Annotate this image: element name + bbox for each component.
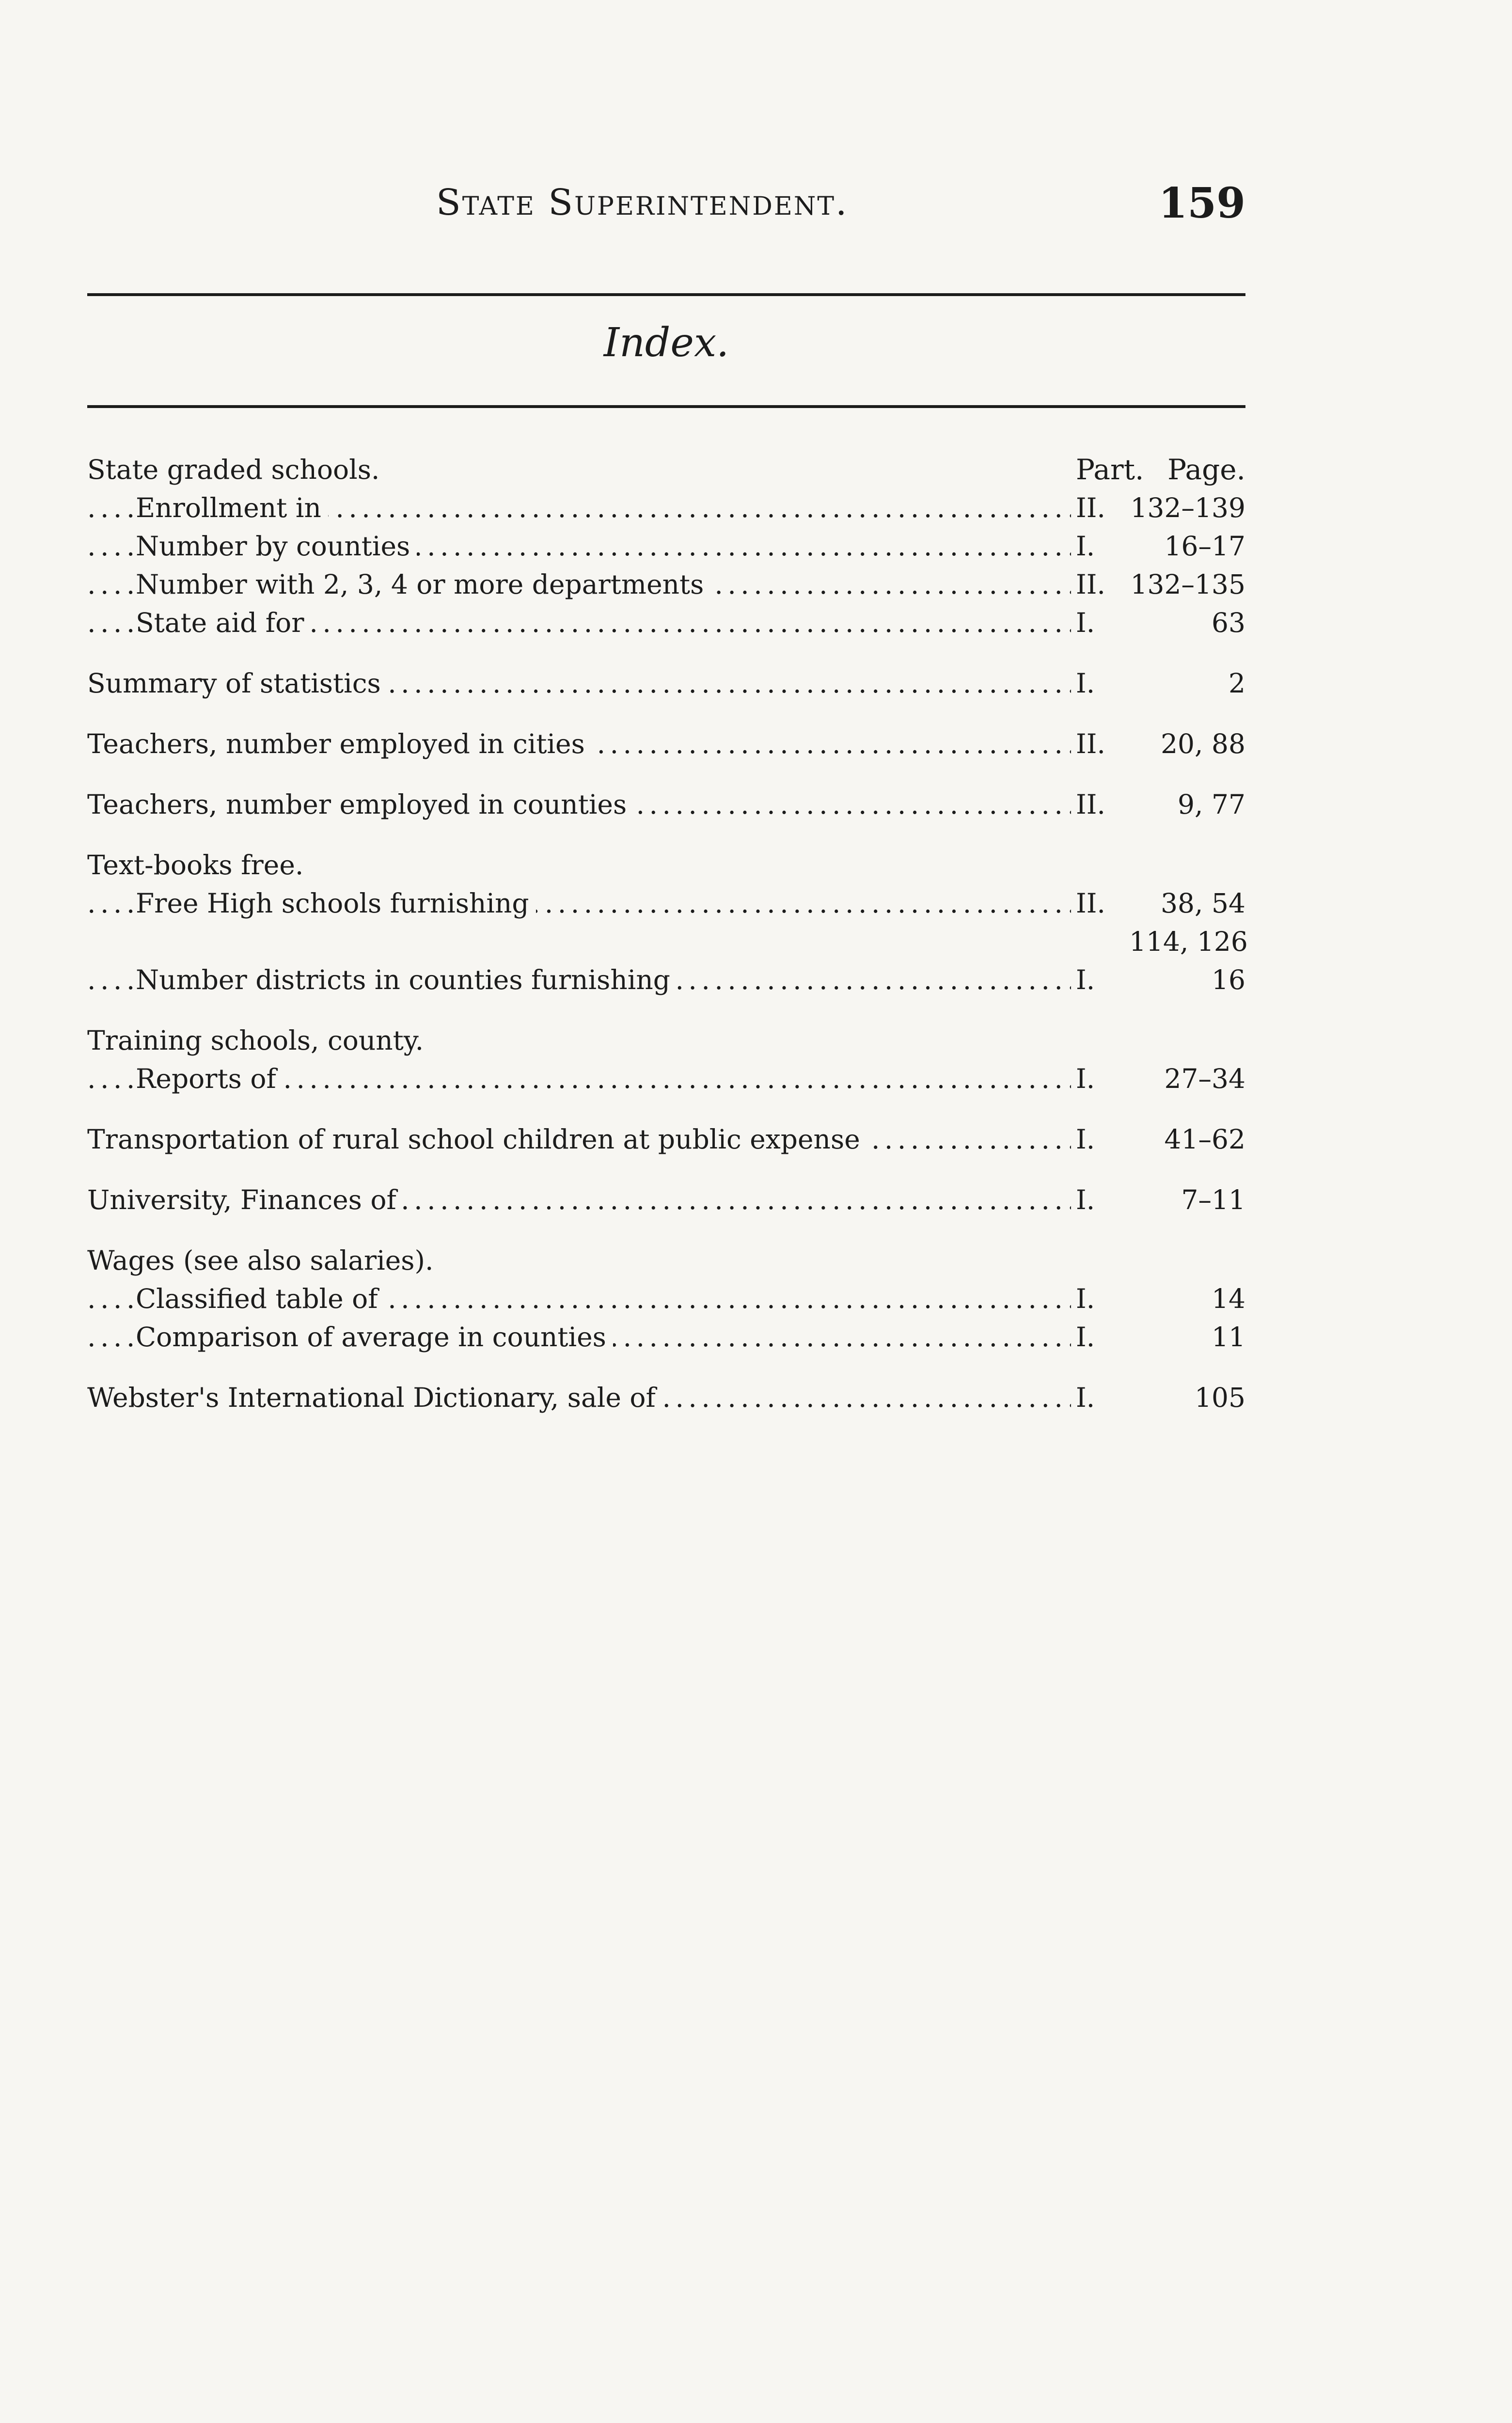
heading-text: Text-books free. (87, 850, 310, 881)
part-column-header: Part. (1071, 451, 1134, 489)
entry-label: Number with 2, 3, 4 or more departments (136, 569, 710, 600)
entry-part: II. (1071, 489, 1134, 527)
index-entry (87, 1120, 1245, 1159)
entry-page: 38, 54 (1161, 888, 1245, 919)
entry-page: 11 (1212, 1322, 1245, 1353)
index-entry (87, 1181, 1245, 1219)
entry-label: Comparison of average in counties (136, 1322, 613, 1353)
entry-part: I. (1071, 1280, 1134, 1318)
entry-page: 14 (1212, 1283, 1245, 1314)
page-column-header: Page. (1167, 453, 1245, 486)
entry-page: 105 (1195, 1382, 1245, 1413)
index-entry (87, 489, 1245, 527)
entry-label: Number districts in counties furnishing (136, 964, 677, 995)
entry-label: State aid for (136, 607, 311, 638)
entry-label: University, Finances of (87, 1184, 403, 1215)
entry-part: I. (1071, 664, 1134, 703)
index-entry (87, 1379, 1245, 1417)
entry-part: II. (1071, 884, 1134, 923)
entry-page: 9, 77 (1178, 789, 1245, 820)
index-entry-continuation (87, 923, 1248, 961)
entry-page: 2 (1228, 668, 1245, 699)
index-entry (87, 786, 1245, 824)
entry-page: 27–34 (1164, 1063, 1245, 1094)
entry-page-continued: 114, 126 (1129, 926, 1248, 957)
entry-label: Teachers, number employed in counties (87, 789, 633, 820)
index-entry (87, 1060, 1245, 1098)
entry-label: Classified table of (136, 1283, 385, 1314)
index-entry (87, 1280, 1245, 1318)
heading-text: Wages (see also salaries). (87, 1245, 440, 1276)
entry-page: 63 (1212, 607, 1245, 638)
entry-label: Number by counties (136, 531, 417, 562)
index-entry (87, 664, 1245, 703)
index-entry (87, 1318, 1245, 1356)
index-list (87, 451, 1248, 1417)
entry-label: Teachers, number employed in cities (87, 728, 592, 759)
heading-text: State graded schools. (87, 454, 386, 485)
entry-part: I. (1071, 527, 1134, 566)
index-entry (87, 566, 1245, 604)
entry-part: I. (1071, 1060, 1134, 1098)
entry-label: Enrollment in (136, 492, 328, 523)
entry-part: I. (1071, 1181, 1134, 1219)
entry-label: Free High schools furnishing (136, 888, 536, 919)
index-heading (87, 1242, 1245, 1280)
entry-page: 132–135 (1130, 569, 1245, 600)
document-page (87, 0, 1248, 2423)
entry-page: 16–17 (1164, 531, 1245, 562)
entry-part: I. (1071, 1318, 1134, 1356)
entry-page: 41–62 (1164, 1124, 1245, 1155)
entry-label: Webster's International Dictionary, sale of (87, 1382, 662, 1413)
entry-part: II. (1071, 786, 1134, 824)
entry-part: II. (1071, 725, 1134, 763)
index-entry (87, 961, 1245, 999)
index-heading (87, 1022, 1245, 1060)
section-title: Index. (603, 320, 729, 366)
index-heading (87, 846, 1245, 884)
entry-label: Transportation of rural school children at public expense (87, 1124, 867, 1155)
entry-part: I. (1071, 961, 1134, 999)
page-number: 159 (1158, 179, 1245, 228)
entry-part: I. (1071, 604, 1134, 642)
index-entry (87, 725, 1245, 763)
running-title: State Superintendent. (436, 182, 849, 223)
running-head (87, 179, 1245, 235)
heading-text: Training schools, county. (87, 1025, 430, 1056)
entry-part: I. (1071, 1120, 1134, 1159)
entry-part: II. (1071, 566, 1134, 604)
index-entry (87, 884, 1245, 923)
bottom-rule (87, 405, 1245, 408)
index-entry (87, 527, 1245, 566)
entry-page: 16 (1212, 964, 1245, 995)
entry-page: 132–139 (1130, 492, 1245, 523)
entry-page: 7–11 (1181, 1184, 1245, 1215)
index-heading (87, 451, 1245, 489)
top-rule (87, 293, 1245, 296)
entry-page: 20, 88 (1161, 728, 1245, 759)
entry-label: Summary of statistics (87, 668, 388, 699)
entry-label: Reports of (136, 1063, 283, 1094)
entry-part: I. (1071, 1379, 1134, 1417)
index-entry (87, 604, 1245, 642)
